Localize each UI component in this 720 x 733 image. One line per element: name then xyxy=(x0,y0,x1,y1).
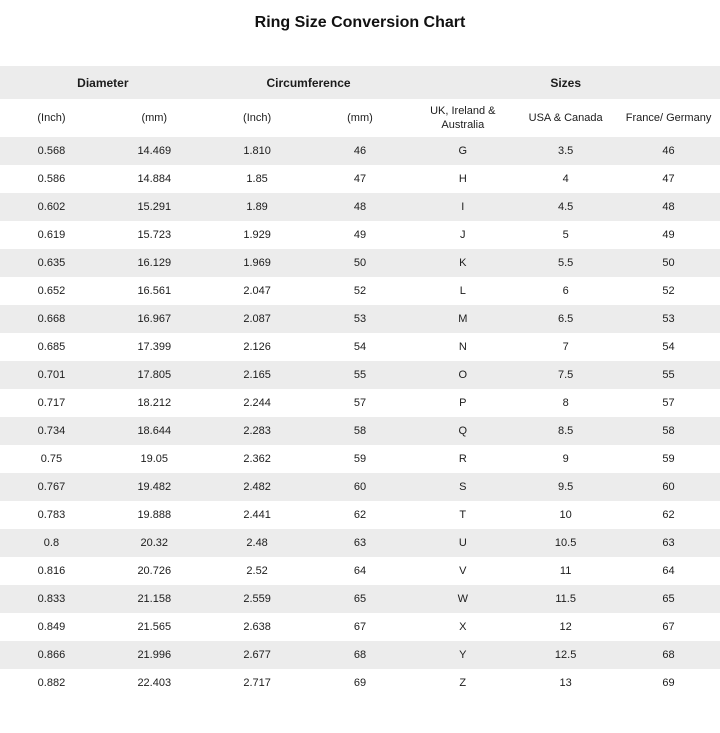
cell: 0.833 xyxy=(37,593,66,605)
cell: 6 xyxy=(562,285,569,297)
cell: 49 xyxy=(662,229,675,241)
cell: R xyxy=(458,453,467,465)
cell: 18.644 xyxy=(137,425,172,437)
cell: W xyxy=(457,593,468,605)
cell: 19.888 xyxy=(137,509,172,521)
cell: 0.668 xyxy=(37,313,66,325)
cell: 17.805 xyxy=(137,369,172,381)
table-row xyxy=(0,473,720,501)
table-row xyxy=(0,501,720,529)
cell: 2.362 xyxy=(243,453,271,465)
cell: P xyxy=(459,397,467,409)
cell: 10 xyxy=(559,509,572,521)
cell: 5 xyxy=(562,229,569,241)
cell: 7 xyxy=(562,341,569,353)
cell: 0.783 xyxy=(37,509,66,521)
cell: 1.969 xyxy=(243,257,271,269)
cell: 0.8 xyxy=(43,537,60,549)
page-title: Ring Size Conversion Chart xyxy=(254,14,466,31)
cell: 21.996 xyxy=(137,649,172,661)
cell: 22.403 xyxy=(137,677,172,689)
table-row xyxy=(0,277,720,305)
cell: 0.619 xyxy=(37,229,66,241)
cell: 0.568 xyxy=(37,145,66,157)
cell: 59 xyxy=(353,453,367,465)
cell: N xyxy=(458,341,467,353)
cell: 16.561 xyxy=(137,285,172,297)
cell: 53 xyxy=(353,313,367,325)
cell: 11.5 xyxy=(555,593,576,605)
table-body xyxy=(0,137,720,697)
cell: 2.126 xyxy=(243,341,271,353)
column-header-diameter-inch: (Inch) xyxy=(0,99,103,137)
table-row xyxy=(0,137,720,165)
cell: 50 xyxy=(353,257,367,269)
cell: 2.677 xyxy=(243,649,271,661)
table-row xyxy=(0,613,720,641)
cell: 0.652 xyxy=(37,285,66,297)
cell: O xyxy=(458,369,468,381)
cell: 21.565 xyxy=(137,621,172,633)
cell: 19.482 xyxy=(137,481,172,493)
group-header-row xyxy=(0,66,720,99)
table-row xyxy=(0,585,720,613)
cell: 46 xyxy=(662,145,675,157)
cell: 65 xyxy=(662,593,675,605)
cell: 0.849 xyxy=(37,621,66,633)
table-row xyxy=(0,361,720,389)
cell: 8 xyxy=(562,397,569,409)
cell: 69 xyxy=(662,677,675,689)
cell: 2.638 xyxy=(243,621,271,633)
cell: 0.882 xyxy=(37,677,66,689)
cell: 52 xyxy=(353,285,367,297)
cell: 14.884 xyxy=(137,173,172,185)
cell: 0.734 xyxy=(37,425,66,437)
column-header-diameter-mm: (mm) xyxy=(103,99,206,137)
cell: 2.48 xyxy=(246,537,268,549)
cell: 11 xyxy=(559,565,572,577)
cell: 62 xyxy=(353,509,367,521)
cell: 2.482 xyxy=(243,481,271,493)
cell: 20.32 xyxy=(140,537,169,549)
column-header-circumference-inch: (Inch) xyxy=(206,99,309,137)
cell: 59 xyxy=(662,453,675,465)
cell: 0.866 xyxy=(37,649,66,661)
table-row xyxy=(0,221,720,249)
cell: 57 xyxy=(662,397,675,409)
cell: 5.5 xyxy=(557,257,574,269)
cell: Z xyxy=(459,677,467,689)
cell: 2.283 xyxy=(243,425,271,437)
cell: 9 xyxy=(562,453,569,465)
cell: 68 xyxy=(662,649,675,661)
cell: 18.212 xyxy=(137,397,172,409)
cell: 1.810 xyxy=(243,145,271,157)
cell: Q xyxy=(458,425,468,437)
cell: 0.602 xyxy=(37,201,66,213)
cell: 6.5 xyxy=(557,313,574,325)
cell: 20.726 xyxy=(137,565,172,577)
table-row xyxy=(0,165,720,193)
table-row xyxy=(0,249,720,277)
cell: 48 xyxy=(353,201,367,213)
cell: 0.586 xyxy=(37,173,66,185)
cell: 53 xyxy=(662,313,675,325)
cell: 63 xyxy=(353,537,367,549)
cell: 0.701 xyxy=(37,369,66,381)
cell: 17.399 xyxy=(137,341,172,353)
cell: 65 xyxy=(353,593,367,605)
cell: 2.559 xyxy=(243,593,271,605)
cell: 3.5 xyxy=(557,145,574,157)
cell: 49 xyxy=(353,229,367,241)
cell: 0.767 xyxy=(37,481,66,493)
cell: 50 xyxy=(662,257,675,269)
cell: 68 xyxy=(353,649,367,661)
cell: 2.52 xyxy=(246,565,268,577)
cell: 58 xyxy=(662,425,675,437)
cell: M xyxy=(458,313,468,325)
cell: 62 xyxy=(662,509,675,521)
cell: 14.469 xyxy=(137,145,172,157)
cell: X xyxy=(459,621,467,633)
cell: 1.89 xyxy=(246,201,268,213)
cell: 60 xyxy=(353,481,367,493)
cell: 46 xyxy=(353,145,367,157)
group-header-circumference: Circumference xyxy=(206,66,412,99)
cell: 69 xyxy=(353,677,367,689)
cell: I xyxy=(461,201,465,213)
cell: L xyxy=(459,285,466,297)
cell: 12 xyxy=(559,621,572,633)
cell: 64 xyxy=(353,565,367,577)
cell: 16.967 xyxy=(137,313,172,325)
column-header-france-germany: France/ Germany xyxy=(617,99,720,137)
table-row xyxy=(0,333,720,361)
table-row xyxy=(0,445,720,473)
table-row xyxy=(0,669,720,697)
cell: V xyxy=(459,565,467,577)
cell: 58 xyxy=(353,425,367,437)
cell: 0.75 xyxy=(40,453,63,465)
table-row xyxy=(0,193,720,221)
cell: 15.291 xyxy=(137,201,172,213)
cell: 8.5 xyxy=(557,425,574,437)
cell: 52 xyxy=(662,285,675,297)
group-header-sizes: Sizes xyxy=(411,66,720,99)
ring-size-conversion-table xyxy=(0,66,720,697)
cell: 47 xyxy=(662,173,675,185)
table-header xyxy=(0,66,720,137)
cell: 21.158 xyxy=(137,593,172,605)
group-header-diameter: Diameter xyxy=(0,66,206,99)
cell: 55 xyxy=(662,369,675,381)
cell: 67 xyxy=(353,621,367,633)
cell: 0.685 xyxy=(37,341,66,353)
cell: 12.5 xyxy=(554,649,577,661)
cell: 2.441 xyxy=(243,509,271,521)
cell: 2.244 xyxy=(243,397,271,409)
column-header-row xyxy=(0,99,720,137)
cell: 57 xyxy=(353,397,367,409)
cell: 47 xyxy=(353,173,367,185)
table-row xyxy=(0,417,720,445)
cell: 60 xyxy=(662,481,675,493)
cell: 2.047 xyxy=(243,285,271,297)
cell: S xyxy=(459,481,467,493)
cell: T xyxy=(459,509,467,521)
column-header-circumference-mm: (mm) xyxy=(309,99,412,137)
table-row xyxy=(0,641,720,669)
cell: 67 xyxy=(662,621,675,633)
cell: 64 xyxy=(662,565,675,577)
cell: U xyxy=(458,537,467,549)
cell: 0.816 xyxy=(37,565,66,577)
column-header-uk-ireland-australia: UK, Ireland & Australia xyxy=(411,99,514,137)
cell: G xyxy=(458,145,468,157)
cell: 55 xyxy=(353,369,367,381)
cell: 13 xyxy=(559,677,572,689)
cell: H xyxy=(458,173,467,185)
cell: 2.087 xyxy=(243,313,271,325)
cell: 1.929 xyxy=(243,229,271,241)
column-header-usa-canada: USA & Canada xyxy=(514,99,617,137)
cell: K xyxy=(459,257,467,269)
cell: J xyxy=(460,229,466,241)
table-row xyxy=(0,389,720,417)
cell: 54 xyxy=(353,341,367,353)
cell: 19.05 xyxy=(140,453,169,465)
cell: 54 xyxy=(662,341,675,353)
cell: 1.85 xyxy=(246,173,268,185)
cell: 9.5 xyxy=(557,481,574,493)
cell: 4.5 xyxy=(557,201,574,213)
cell: 10.5 xyxy=(554,537,577,549)
cell: Y xyxy=(459,649,467,661)
table-row xyxy=(0,557,720,585)
table-row xyxy=(0,305,720,333)
cell: 2.717 xyxy=(243,677,271,689)
cell: 16.129 xyxy=(137,257,172,269)
cell: 15.723 xyxy=(137,229,172,241)
cell: 48 xyxy=(662,201,675,213)
cell: 4 xyxy=(562,173,569,185)
table-row xyxy=(0,529,720,557)
cell: 0.717 xyxy=(37,397,66,409)
cell: 63 xyxy=(662,537,675,549)
cell: 7.5 xyxy=(557,369,574,381)
cell: 0.635 xyxy=(37,257,66,269)
cell: 2.165 xyxy=(243,369,271,381)
